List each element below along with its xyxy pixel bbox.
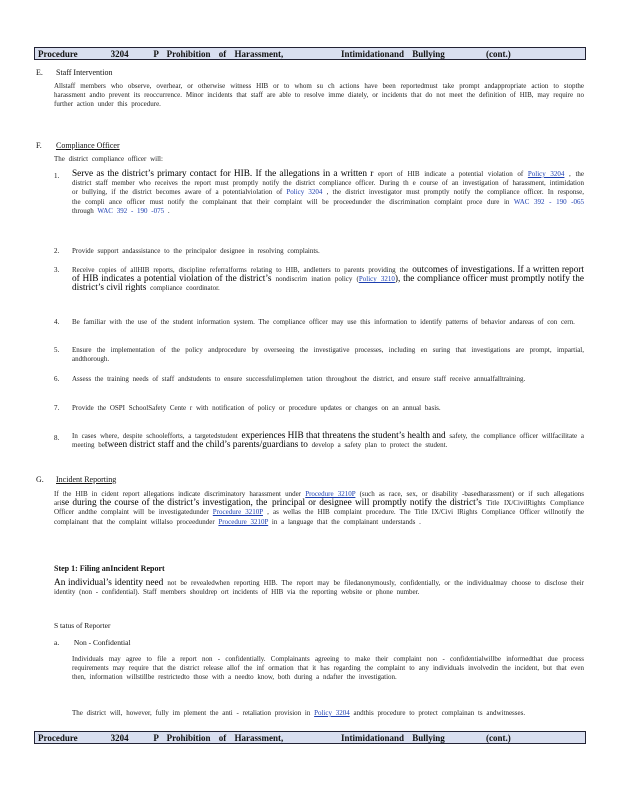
- footer-title: P Prohibition of Harassment,: [153, 733, 284, 743]
- item-8-number: 8.: [54, 434, 60, 442]
- item-4-number: 4.: [54, 318, 60, 326]
- header-title: P Prohibition of Harassment,: [153, 49, 284, 59]
- section-f-label: F.: [36, 141, 42, 150]
- section-e-label: E.: [36, 68, 43, 77]
- sub-a-heading: [54, 637, 131, 648]
- policy-3204-link-2[interactable]: Policy 3204: [286, 188, 323, 197]
- footer-number: 3204: [110, 733, 129, 743]
- item-7-text: Provide the OSPI SchoolSafety Cente r with notification of policy or procedure updates or changes on an annual basis.: [72, 404, 441, 412]
- item-8-hl1: experiences HIB that threatens the student’s health and: [241, 431, 446, 441]
- sub-a-label: a.: [54, 638, 60, 647]
- footer-title-2: Intimidationand Bullying: [341, 733, 445, 743]
- item-1-text: [72, 170, 584, 216]
- item-8-t2: safety, the compliance officer willfacilitate a meeting be: [72, 432, 584, 450]
- header-cont: (cont.): [486, 49, 511, 59]
- item-7-number: 7.: [54, 404, 60, 412]
- item-8-hl2: tween district staff and the child’s parents/guardians to: [104, 440, 308, 451]
- item-5-text: Ensure the implementation of the policy andprocedure by overseeing the investigative processes, including en suring that investigations are prompt, impartial, andthorough.: [72, 346, 584, 364]
- procedure-3210p-link[interactable]: Procedure 3210P: [305, 490, 356, 498]
- item-2-number: 2.: [54, 247, 60, 255]
- g-t2: (such as race, sex, or disability -basedharassment) or if such allegations ari: [54, 490, 585, 508]
- wac-065-link[interactable]: WAC 392 - 190 -065: [513, 197, 585, 206]
- step-1-body: [54, 579, 584, 597]
- g-t1: If the HIB in cident report allegations indicate discriminatory harassment under: [54, 490, 302, 498]
- procedure-3210p-link-3[interactable]: Procedure 3210P: [218, 517, 269, 526]
- section-e-title: Staff Intervention: [56, 68, 113, 77]
- item-8-t3: develop a safety plan to protect the student.: [311, 441, 448, 450]
- item-1-t3: , the district investigator must promptly notify the compliance officer. In response, the compli ance officer must notify the complainant that their complaint will be proceedunder the discrimination complaint proce dure in: [72, 188, 585, 206]
- item-3-t1: Receive copies of allHIB reports, discipline referralforms relating to HIB, andletters to parents providing the: [72, 266, 409, 274]
- item-3-number: 3.: [54, 266, 60, 274]
- status-of-reporter-heading: S tatus of Reporter: [54, 621, 111, 630]
- item-6-number: 6.: [54, 375, 60, 383]
- sub-a-title: Non - Confidential: [73, 638, 131, 647]
- item-3-text: [72, 266, 584, 294]
- sub-a-p2a: The district will, however, fully im plement the anti - retaliation provision in: [72, 709, 311, 717]
- sub-a-paragraph-2: [72, 709, 584, 718]
- g-hl1: se during the course of the district’s investigation, the: [61, 498, 268, 509]
- item-5-number: 5.: [54, 346, 60, 354]
- item-3-t2: nondiscrim ination policy (: [275, 275, 359, 284]
- item-6-text: Assess the training needs of staff andstudents to ensure successfulimplemen tation throughout the district, and ensure staff receive annualfalltraining.: [72, 375, 526, 383]
- sub-a-p2b: andthis procedure to protect complainan ts andwitnesses.: [353, 709, 526, 717]
- item-3-hl1: outcomes of investigations. If a written report of HIB indicates a potential violation of the district’s: [72, 265, 585, 285]
- item-3-hl2: ), the compliance officer must promptly notify the district’s civil rights: [72, 274, 584, 294]
- item-1-t1: eport of HIB indicate a potential violation of: [378, 170, 524, 178]
- procedure-footer-bar: [34, 731, 586, 744]
- wac-075-link[interactable]: WAC 392 - 190 -075: [97, 206, 165, 215]
- procedure-header-bar: [34, 47, 586, 60]
- item-1-t5: .: [167, 206, 170, 215]
- item-1-t2: , the district staff member who receives the report must promptly notify the district compliance officer. During th e course of an investigation of harassment, intimidation or bullying, if the district becomes aware of a potentialviolation of: [72, 170, 584, 197]
- section-f-heading: [36, 140, 120, 151]
- header-procedure: Procedure: [38, 49, 78, 59]
- step-1-heading: Step 1: Filing anIncident Report: [54, 564, 165, 573]
- section-e-heading: [36, 67, 113, 78]
- footer-cont: (cont.): [486, 733, 511, 743]
- item-8-t1: In cases where, despite schoolefforts, a targetedstudent: [72, 432, 238, 440]
- header-number: 3204: [110, 49, 129, 59]
- policy-3204-link-3[interactable]: Policy 3204: [314, 709, 350, 717]
- section-g-heading: [36, 474, 116, 485]
- step-1-text: not be revealedwhen reporting HIB. The report may be filedanonymously, confidentially, or the individualmay choose to disclose their identity (non - confidential). Staff members shouldrep ort incidents of HIB via the reporting website or phone number.: [54, 579, 584, 597]
- footer-procedure: Procedure: [38, 733, 78, 743]
- g-t5: in a language that the complainant understands .: [271, 517, 421, 526]
- sub-a-paragraph-1: Individuals may agree to file a report non - confidentially. Complainants agreeing to make their complaint non - confidentialwillbe informedthat due process requirements may require that the district release allof the inf ormation that it has regarding the complaint to any individuals involvedin the incident, but that even then, information willstillbe restrictedto those with a needto know, both during a ndafter the investigation.: [72, 655, 584, 682]
- section-f-title: Compliance Officer: [56, 141, 120, 150]
- item-4-text: Be familiar with the use of the student information system. The compliance officer may use this information to identify patterns of behavior andareas of con cern.: [72, 318, 575, 326]
- section-e-body: Allstaff members who observe, overhear, or otherwise witness HIB or to whom su ch actions have been reportedmust take prompt andappropriate action to stopthe harassment andto prevent its reoccurrence. Minor incidents that staff are able to resolve imme diately, or incidents that do not meet the definition of HIB, may require no further action under this procedure.: [54, 82, 584, 109]
- section-g-title: Incident Reporting: [56, 475, 117, 484]
- section-g-body: [54, 490, 584, 527]
- g-t3: Title IX/CivilRights Compliance Officer andthe complaint will be investigatedunder: [54, 499, 585, 517]
- section-f-intro: The district compliance officer will:: [54, 155, 163, 163]
- g-hl2: principal or designee will promptly notify the district’s: [272, 498, 482, 509]
- step-1-hl: An individual’s identity need: [54, 578, 164, 588]
- procedure-3210p-link-2[interactable]: Procedure 3210P: [212, 508, 263, 517]
- item-1-number: 1.: [54, 172, 60, 180]
- item-3-t3: compliance coordinator.: [150, 284, 220, 293]
- item-2-text: Provide support andassistance to the principalor designee in resolving complaints.: [72, 247, 320, 255]
- header-title-2: Intimidationand Bullying: [341, 49, 445, 59]
- policy-3210-link[interactable]: Policy 3210: [358, 275, 395, 284]
- item-1-lead: Serve as the district’s primary contact for HIB. If the allegations in a written r: [72, 169, 374, 179]
- section-g-label: G.: [36, 475, 44, 484]
- item-1-t4: through: [72, 206, 94, 215]
- g-t4: , as wellas the HIB complaint procedure. The Title IX/Civi lRights Compliance Officer willnotify the complainant that the complaint willalso proceedunder: [54, 508, 585, 526]
- policy-3204-link[interactable]: Policy 3204: [527, 170, 565, 178]
- item-8-text: [72, 432, 584, 450]
